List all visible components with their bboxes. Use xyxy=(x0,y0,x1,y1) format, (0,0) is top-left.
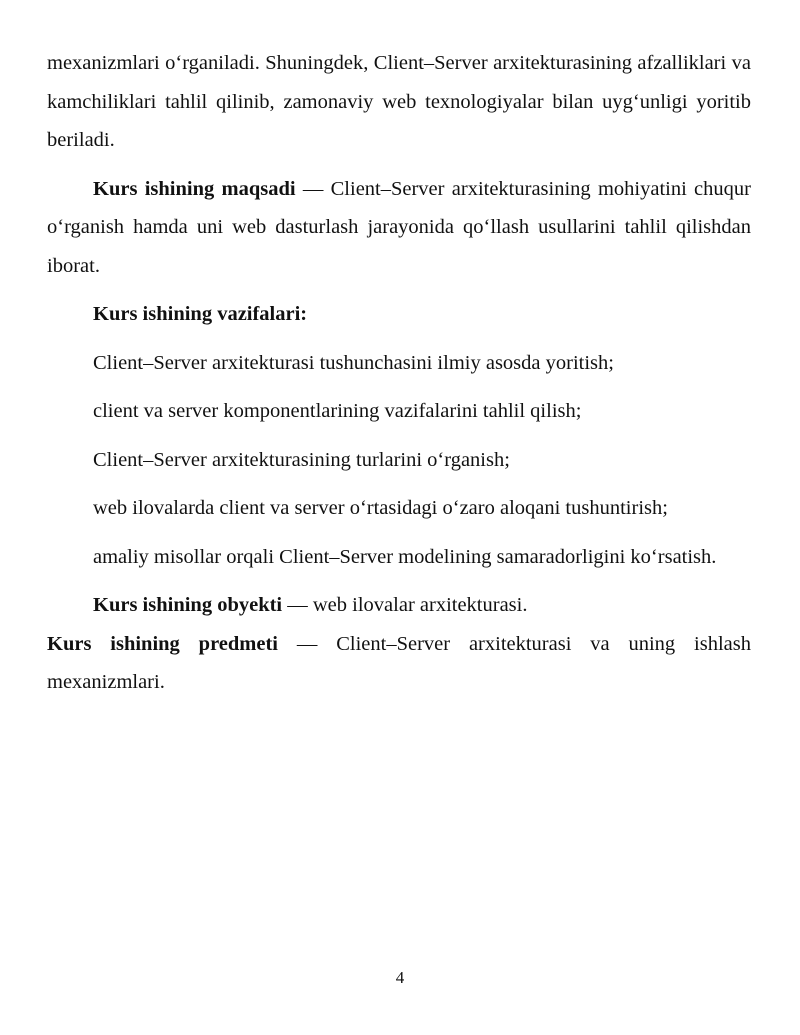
goal-paragraph xyxy=(47,170,751,286)
subject-term: Kurs ishining predmeti xyxy=(47,632,278,655)
goal-text: — Client–Server arxitekturasining mohiyatini chuqur o‘rganish hamda uni web dasturlash jarayonida qo‘llash usullarini tahlil qilishdan iborat. xyxy=(47,177,751,277)
task-item-text: web ilovalarda client va server o‘rtasidagi o‘zaro aloqani tushuntirish; xyxy=(93,497,668,519)
object-text: — web ilovalar arxitekturasi. xyxy=(282,594,528,616)
tasks-heading-text: Kurs ishining vazifalari: xyxy=(93,303,308,325)
page-number: 4 xyxy=(395,968,405,987)
subject-paragraph xyxy=(47,625,751,702)
tasks-heading xyxy=(47,295,751,334)
intro-continuation-text: mexanizmlari o‘rganiladi. Shuningdek, Client–Server arxitekturasining afzalliklari va kamchiliklari tahlil qilinib, zamonaviy web texnologiyalar bilan uyg‘unligi yoritib beriladi. xyxy=(47,52,751,151)
task-item-text: Client–Server arxitekturasining turlarini o‘rganish; xyxy=(93,448,510,471)
object-term: Kurs ishining obyekti xyxy=(93,594,283,616)
subject-text: — Client–Server arxitekturasi va uning ishlash mexanizmlari. xyxy=(47,632,751,693)
task-item xyxy=(47,392,751,431)
task-item-text: amaliy misollar orqali Client–Server modelining samaradorligini ko‘rsatish. xyxy=(93,545,717,568)
task-item xyxy=(47,344,751,383)
goal-term: Kurs ishining maqsadi xyxy=(93,177,296,200)
intro-continuation-paragraph xyxy=(47,44,751,160)
task-item-text: client va server komponentlarining vazifalarini tahlil qilish; xyxy=(93,400,582,422)
task-item-text: Client–Server arxitekturasi tushunchasini ilmiy asosda yoritish; xyxy=(93,351,614,374)
task-item xyxy=(47,441,751,480)
task-item xyxy=(47,489,751,528)
object-paragraph xyxy=(47,586,751,625)
document-page xyxy=(47,44,751,712)
task-item xyxy=(47,538,751,577)
